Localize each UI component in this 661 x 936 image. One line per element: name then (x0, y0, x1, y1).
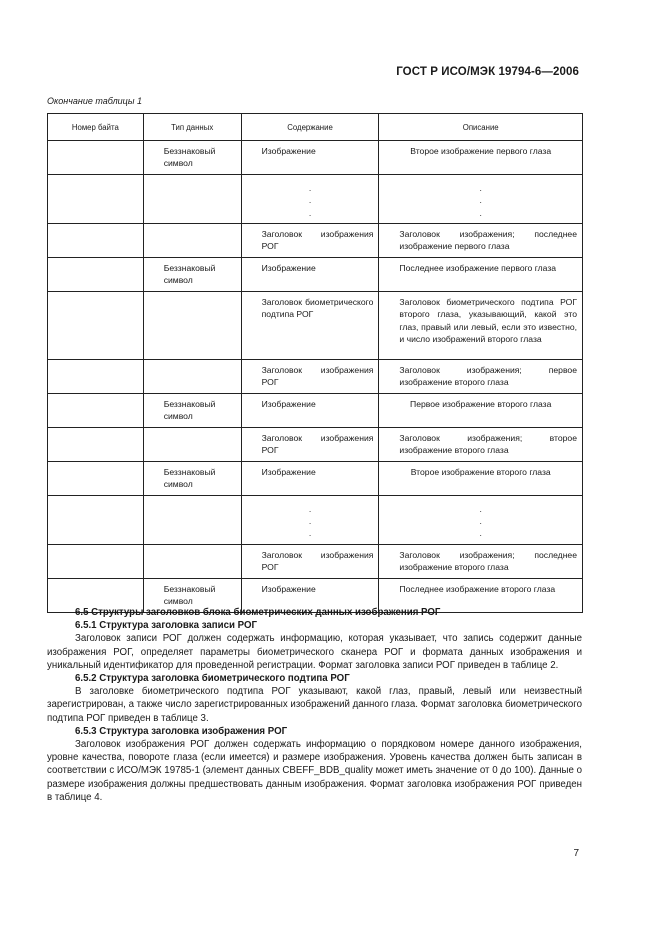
table-cell: Второе изображение второго глаза (379, 461, 583, 495)
table-cell (143, 360, 241, 394)
table-cell: Заголовок изображения РОГ (241, 544, 379, 578)
table-cell (143, 495, 241, 544)
table-cell (48, 394, 144, 428)
table-cell: . . . (241, 174, 379, 223)
table-cell: Заголовок изображения РОГ (241, 427, 379, 461)
table-cell (48, 141, 144, 175)
paragraph: Заголовок записи РОГ должен содержать информацию, которая указывает, что запись содержит данные изображения РОГ, определяет параметры биометрического сканера РОГ и формата данных изображения и уникальный идентификатор для проведенной регистрации. Формат заголовка записи РОГ приведен в таблице 2. (47, 633, 582, 671)
table-header-row (48, 114, 583, 141)
table-row (48, 292, 583, 360)
table-cell: Беззнаковый символ (143, 394, 241, 428)
table-cell: Заголовок изображения; последнее изображение первого глаза (379, 224, 583, 258)
section-heading: 6.5.1 Структура заголовка записи РОГ (75, 620, 258, 632)
table-row (48, 394, 583, 428)
column-header: Номер байта (48, 114, 144, 141)
table-cell (143, 427, 241, 461)
table-cell (48, 292, 144, 360)
table-caption: Окончание таблицы 1 (47, 96, 142, 106)
data-table (47, 113, 583, 613)
table-row (48, 360, 583, 394)
table-row (48, 141, 583, 175)
table-cell (48, 360, 144, 394)
table-cell: Заголовок изображения РОГ (241, 224, 379, 258)
table-row (48, 427, 583, 461)
table-cell: Изображение (241, 258, 379, 292)
table-cell: . . . (379, 495, 583, 544)
table-cell: Второе изображение первого глаза (379, 141, 583, 175)
table-cell (48, 427, 144, 461)
column-header: Содержание (241, 114, 379, 141)
table-cell: Последнее изображение второго глаза (379, 578, 583, 612)
table-row (48, 224, 583, 258)
table-cell: Первое изображение второго глаза (379, 394, 583, 428)
table-cell: Заголовок изображения РОГ (241, 360, 379, 394)
table-cell: Изображение (241, 141, 379, 175)
section-heading: 6.5.3 Структура заголовка изображения РОГ (75, 725, 288, 737)
column-header: Описание (379, 114, 583, 141)
table-row (48, 258, 583, 292)
table-cell (48, 258, 144, 292)
table-row (48, 495, 583, 544)
table-cell: . . . (379, 174, 583, 223)
table-cell: Заголовок биометрического подтипа РОГ (241, 292, 379, 360)
table-cell: Беззнаковый символ (143, 141, 241, 175)
table-cell: . . . (241, 495, 379, 544)
table-cell: Беззнаковый символ (143, 258, 241, 292)
table-cell: Беззнаковый символ (143, 578, 241, 612)
section-heading: 6.5.2 Структура заголовка биометрического подтипа РОГ (75, 673, 350, 685)
table-cell (48, 495, 144, 544)
table-cell (48, 174, 144, 223)
table-cell (143, 544, 241, 578)
table-cell: Заголовок изображения; последнее изображение второго глаза (379, 544, 583, 578)
table-cell: Изображение (241, 394, 379, 428)
column-header: Тип данных (143, 114, 241, 141)
table-row (48, 174, 583, 223)
table-row (48, 461, 583, 495)
paragraph: В заголовке биометрического подтипа РОГ указывают, какой глаз, правый, левый или неизвестный зарегистрирован, а также число зарегистрированных изображений данного глаза. Формат заголовка биометрического подтипа РОГ приведен в таблице 3. (47, 686, 582, 724)
table-cell: Заголовок изображения; первое изображение второго глаза (379, 360, 583, 394)
table-cell: Беззнаковый символ (143, 461, 241, 495)
paragraph: Заголовок изображения РОГ должен содержать информацию о порядковом номере данного изображения, уровне качества, повороте глаза (если имеется) и размере изображения. Уровень качества должен быть записан в соответствии с ИСО/МЭК 19785-1 (элемент данных CBEFF_BDB_quality может иметь значение от 0 до 100). Данные о размере изображения должны предшествовать данным изображения. Формат заголовка изображения РОГ приведен в таблице 4. (47, 739, 582, 803)
table-cell: Заголовок биометрического подтипа РОГ второго глаза, указывающий, какой это глаз, правый или левый, если это известно, и число изображений второго глаза (379, 292, 583, 360)
table-body (48, 141, 583, 613)
body-text (47, 606, 582, 804)
page-header: ГОСТ Р ИСО/МЭК 19794-6—2006 (396, 66, 579, 78)
table-cell (143, 174, 241, 223)
table-cell: Последнее изображение первого глаза (379, 258, 583, 292)
table-row (48, 544, 583, 578)
table-cell (143, 224, 241, 258)
table-cell: Изображение (241, 578, 379, 612)
table-cell (48, 461, 144, 495)
page-number: 7 (573, 848, 579, 859)
table-cell (48, 544, 144, 578)
section-heading: 6.5 Структуры заголовков блока биометрических данных изображения РОГ (75, 607, 441, 618)
table-cell: Заголовок изображения; второе изображение второго глаза (379, 427, 583, 461)
table-cell: Изображение (241, 461, 379, 495)
table-cell (48, 224, 144, 258)
table-cell (143, 292, 241, 360)
